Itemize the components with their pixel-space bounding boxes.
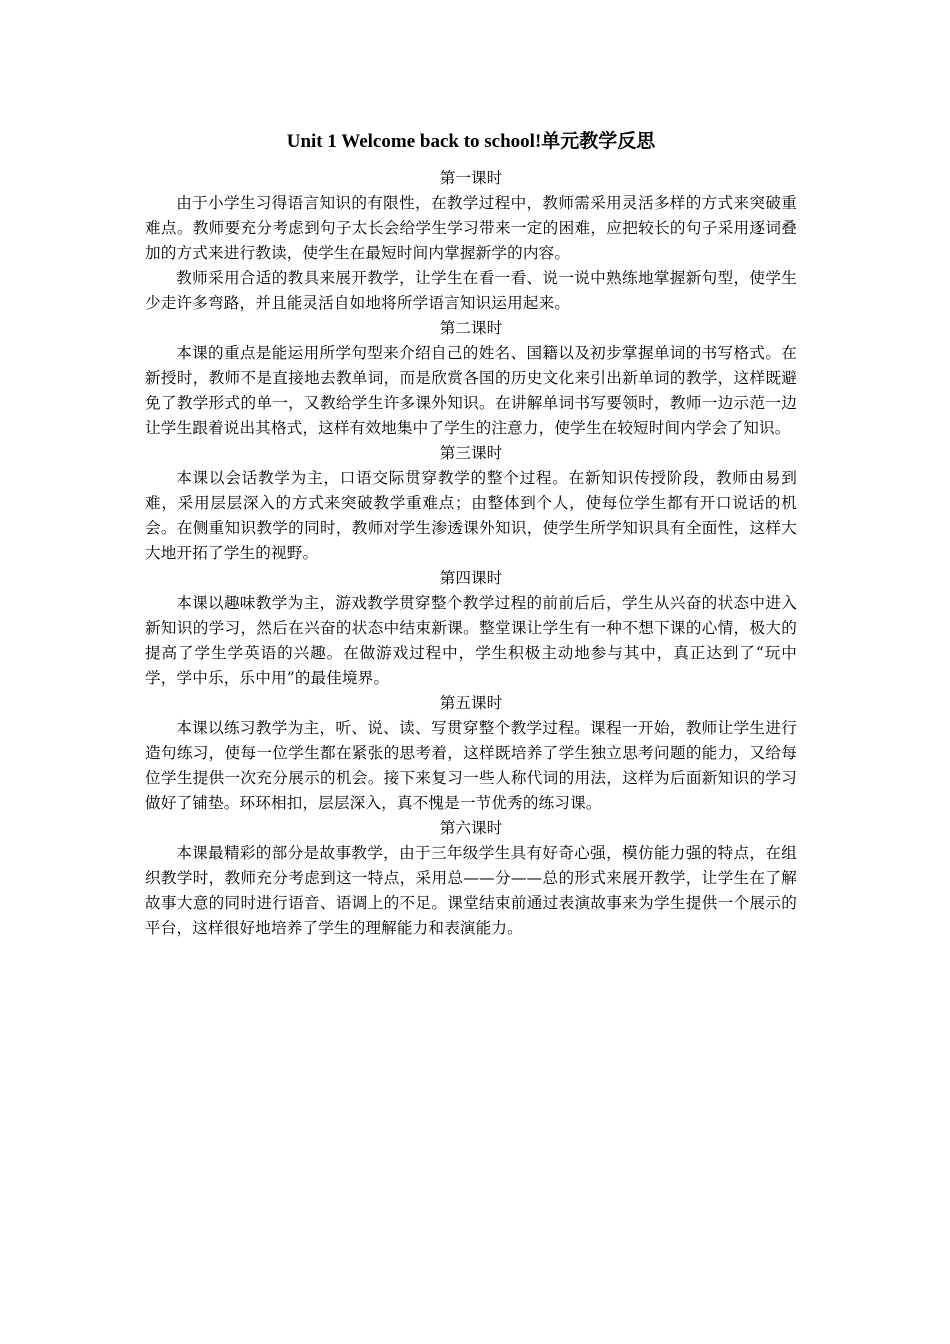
lesson-section-4 [145, 566, 797, 691]
lesson-paragraph: 教师采用合适的教具来展开教学，让学生在看一看、说一说中熟练地掌握新句型，使学生少走许多弯路，并且能灵活自如地将所学语言知识运用起来。 [145, 269, 797, 312]
lesson-paragraph: 本课以练习教学为主，听、说、读、写贯穿整个教学过程。课程一开始，教师让学生进行造句练习，使每一位学生都在紧张的思考着，这样既培养了学生独立思考问题的能力，又给每位学生提供一次充分展示的机会。接下来复习一些人称代词的用法，这样为后面新知识的学习做好了铺垫。环环相扣，层层深入，真不愧是一节优秀的练习课。 [145, 719, 797, 812]
lesson-heading: 第五课时 [439, 694, 503, 712]
lesson-heading: 第四课时 [439, 569, 503, 587]
lesson-heading: 第六课时 [439, 819, 503, 837]
lesson-section-5 [145, 691, 797, 816]
document-title: Unit 1 Welcome back to school!单元教学反思 [286, 131, 656, 152]
lesson-section-2 [145, 316, 797, 441]
lesson-section-1 [145, 166, 797, 316]
lesson-heading: 第二课时 [439, 319, 503, 337]
lesson-paragraph: 本课以会话教学为主，口语交际贯穿教学的整个过程。在新知识传授阶段，教师由易到难，采用层层深入的方式来突破教学重难点；由整体到个人，使每位学生都有开口说话的机会。在侧重知识教学的同时，教师对学生渗透课外知识，使学生所学知识具有全面性，这样大大地开拓了学生的视野。 [145, 469, 797, 562]
lesson-paragraph: 本课以趣味教学为主，游戏教学贯穿整个教学过程的前前后后，学生从兴奋的状态中进入新知识的学习，然后在兴奋的状态中结束新课。整堂课让学生有一种不想下课的心情，极大的提高了学生学英语的兴趣。在做游戏过程中，学生积极主动地参与其中，真正达到了“玩中学，学中乐，乐中用”的最佳境界。 [145, 594, 797, 687]
lesson-paragraph: 本课最精彩的部分是故事教学，由于三年级学生具有好奇心强，模仿能力强的特点，在组织教学时，教师充分考虑到这一特点，采用总——分——总的形式来展开教学，让学生在了解故事大意的同时进行语音、语调上的不足。课堂结束前通过表演故事来为学生提供一个展示的平台，这样很好地培养了学生的理解能力和表演能力。 [145, 844, 797, 937]
lesson-section-6 [145, 816, 797, 941]
lesson-paragraph: 本课的重点是能运用所学句型来介绍自己的姓名、国籍以及初步掌握单词的书写格式。在新授时，教师不是直接地去教单词，而是欣赏各国的历史文化来引出新单词的教学，这样既避免了教学形式的单一，又教给学生许多课外知识。在讲解单词书写要领时，教师一边示范一边让学生跟着说出其格式，这样有效地集中了学生的注意力，使学生在较短时间内学会了知识。 [145, 344, 797, 437]
lesson-paragraph: 由于小学生习得语言知识的有限性，在教学过程中，教师需采用灵活多样的方式来突破重难点。教师要充分考虑到句子太长会给学生学习带来一定的困难，应把较长的句子采用逐词叠加的方式来进行教读，使学生在最短时间内掌握新学的内容。 [145, 194, 797, 262]
lesson-heading: 第三课时 [439, 444, 503, 462]
document-page [145, 128, 797, 941]
lesson-heading: 第一课时 [439, 169, 503, 187]
lesson-section-3 [145, 441, 797, 566]
